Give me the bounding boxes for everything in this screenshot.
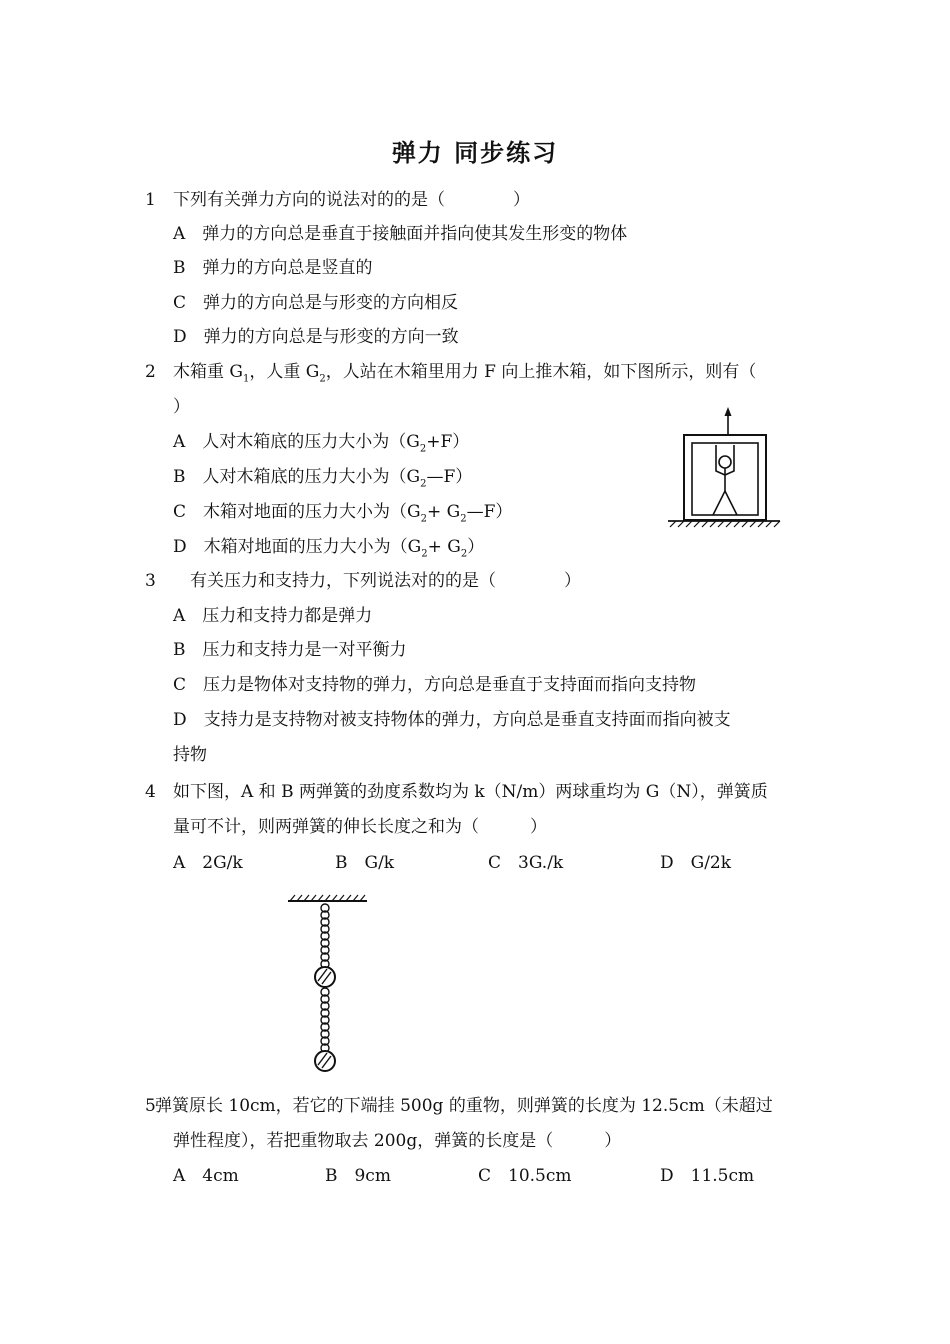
q2-number: 2 (145, 362, 156, 382)
q2-stem: 木箱重 $G_1$，人重 $G_2$，人站在木箱里用力 F 向上推木箱，如下图所示，则有（ (173, 362, 757, 385)
q2-stem-continued: ） (173, 397, 190, 417)
q1-option-c: C 弹力的方向总是与形变的方向相反 (173, 293, 459, 313)
q2-option-b: B 人对木箱底的压力大小为$(G_2—F)$ (173, 467, 473, 490)
q2-option-a: A 人对木箱底的压力大小为$(G_2+F)$ (173, 432, 470, 455)
q4-stem: 如下图，A 和 B 两弹簧的劲度系数均为 k（N/m）两球重均为 G（N），弹簧质 (173, 782, 768, 802)
q1-option-a: A 弹力的方向总是垂直于接触面并指向使其发生形变的物体 (173, 224, 628, 244)
q5-number: 5 (145, 1096, 156, 1116)
q4-stem-continued: 量可不计，则两弹簧的伸长长度之和为（ ） (173, 817, 547, 837)
q2-option-d: D 木箱对地面的压力大小为$(G_2+ G_2)$ (173, 537, 485, 560)
q3-stem: 有关压力和支持力，下列说法对的的是（ ） (173, 571, 581, 591)
q1-option-d: D 弹力的方向总是与形变的方向一致 (173, 327, 459, 347)
q3-option-a: A 压力和支持力都是弹力 (173, 606, 373, 626)
q1-number: 1 (145, 190, 156, 210)
q5-option-d: D 11.5cm (660, 1166, 755, 1186)
q1-stem: 下列有关弹力方向的说法对的的是（ ） (173, 190, 530, 210)
q3-option-d: D 支持力是支持物对被支持物体的弹力，方向总是垂直支持面而指向被支 (173, 710, 731, 730)
q5-stem: 弹簧原长 10cm，若它的下端挂 500g 的重物，则弹簧的长度为 12.5cm（未超过 (155, 1096, 773, 1116)
q3-number: 3 (145, 571, 156, 591)
q1-option-b: B 弹力的方向总是竖直的 (173, 258, 373, 278)
q4-option-d: D G/2k (660, 853, 732, 873)
box-person-figure (668, 405, 780, 530)
q4-number: 4 (145, 782, 156, 802)
q3-option-c: C 压力是物体对支持物的弹力，方向总是垂直于支持面而指向支持物 (173, 675, 697, 695)
spring-ball-figure (285, 893, 370, 1073)
q4-option-b: B G/k (335, 853, 395, 873)
q2-option-c: C 木箱对地面的压力大小为（$G_2+$ $G_2—F$） (173, 502, 513, 525)
q5-option-a: A 4cm (173, 1166, 239, 1186)
q5-stem-continued: 弹性程度），若把重物取去 200g，弹簧的长度是（ ） (173, 1131, 622, 1151)
q4-option-a: A 2G/k (173, 853, 243, 873)
q5-option-b: B 9cm (325, 1166, 391, 1186)
page-title: 弹力 同步练习 (391, 138, 559, 167)
q3-option-b: B 压力和支持力是一对平衡力 (173, 640, 407, 660)
q3-option-d-continued: 持物 (173, 745, 207, 765)
q4-option-c: C 3G./k (488, 853, 564, 873)
q5-option-c: C 10.5cm (478, 1166, 572, 1186)
